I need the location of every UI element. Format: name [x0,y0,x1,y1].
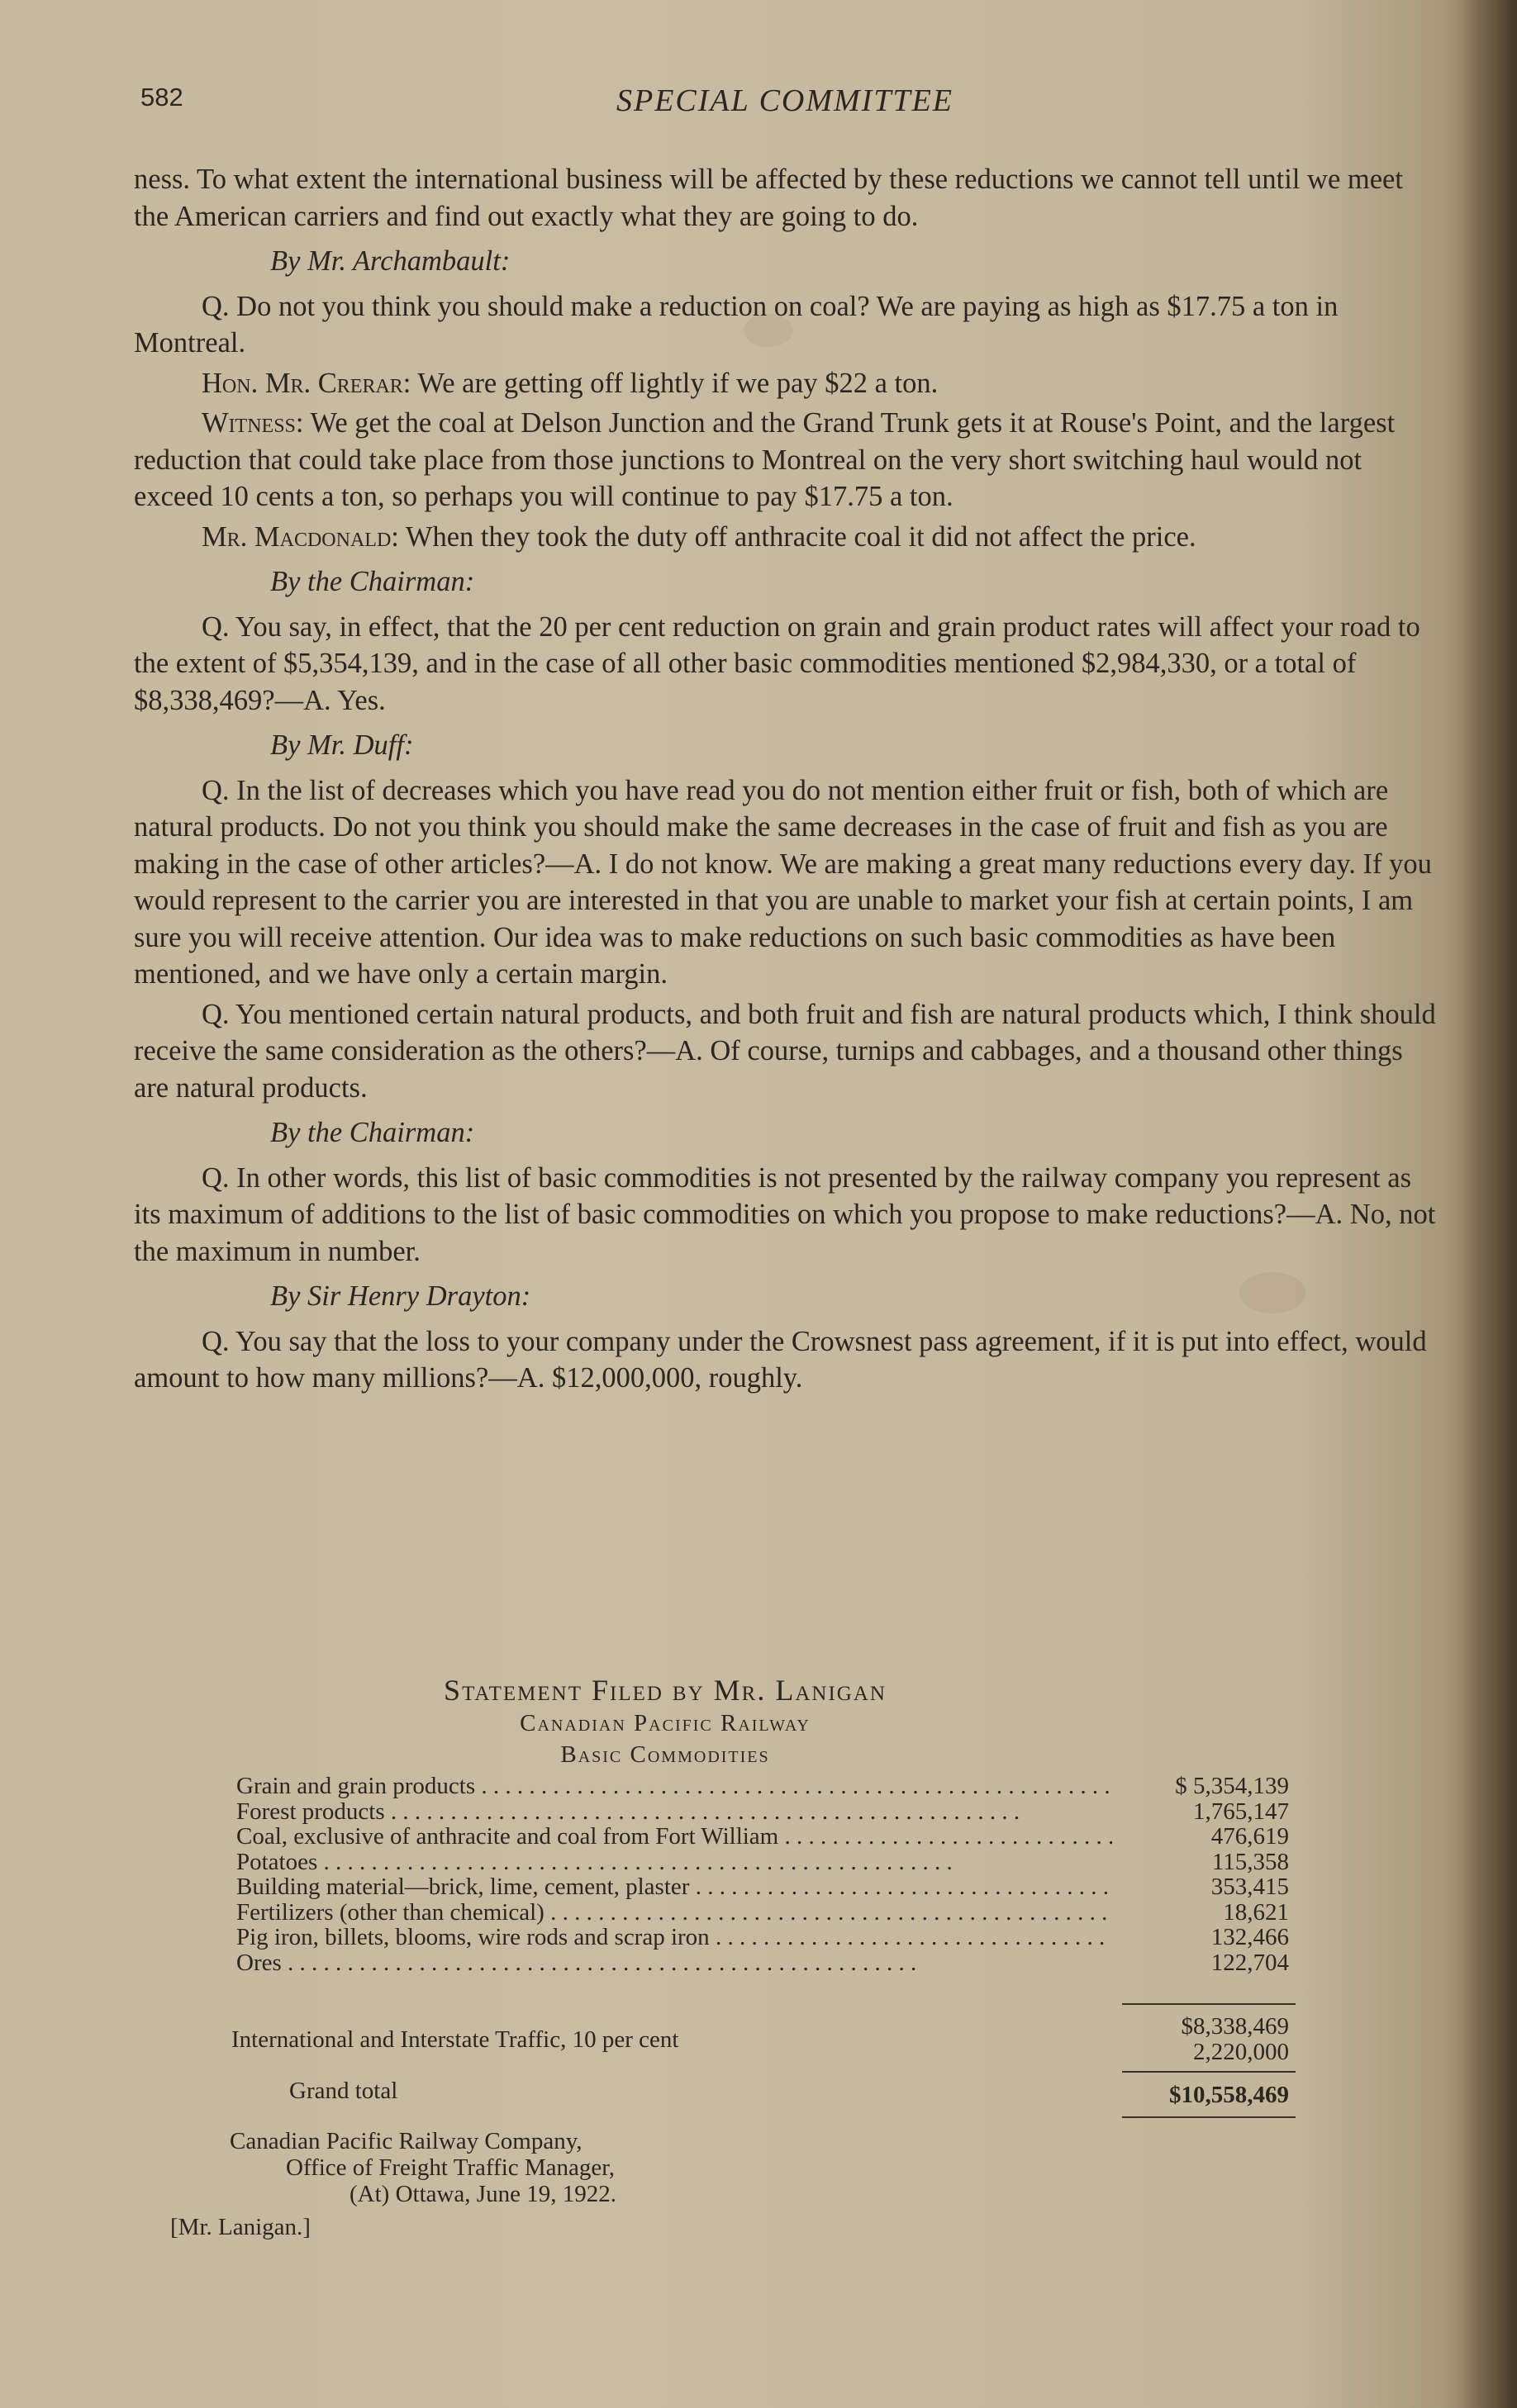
row-label: Building material—brick, lime, cement, plaster . . . [236,1874,1112,1899]
row-amount: 115,358 [1211,1848,1289,1875]
page-header [140,83,1429,124]
transcript-body [134,161,1438,1397]
paragraph: Q. In the list of decreases which you have read you do not mention either fruit or fish, both of which are natural products. Do not you think you should make the same decreases in the case of fruit and fish as you are making in the case of other articles?—A. I do not know. We are making a great many reductions every day. If you would represent to the carrier you are interested in that you are unable to market your fish at certain points, I am sure you will receive attention. Our idea was to make reductions on such basic commodities as have been mentioned, and we have only a certain margin. [134,774,1432,990]
statement-table [231,1673,1289,2108]
examiner-byline: By the Chairman: [270,566,475,597]
page-number: 582 [140,83,183,112]
table-row [231,1799,1289,1825]
signature-line: Canadian Pacific Railway Company, [230,2128,583,2154]
statement-title: Statement Filed by Mr. Lanigan [444,1674,887,1707]
paragraph: Q. You mentioned certain natural products, and both fruit and fish are natural products which, I think should receive the same consideration as the others?—A. Of course, turnips and cabbages, and a thousand other things are natural products. [134,998,1436,1104]
row-label: Grain and grain products . . . [236,1774,1112,1798]
table-row [231,1950,1289,1976]
statement-rows [231,1774,1289,1975]
examiner-byline: By Sir Henry Drayton: [270,1280,531,1312]
table-row [231,1874,1289,1900]
paragraph [134,519,1438,556]
grand-total-amount: $10,558,469 [1169,2082,1289,2108]
total-rule [1122,2071,1296,2073]
table-row [231,1925,1289,1950]
speech-text: When they took the duty off anthracite coal it did not affect the price. [405,520,1196,553]
speech-text: We get the coal at Delson Junction and the Grand Trunk gets it at Rouse's Point, and the largest reduction that could take place from those junctions to Montreal on the very short switching haul would not exceed 10 cents a ton, so perhaps you will continue to pay $17.75 a ton. [134,407,1396,512]
row-amount: 122,704 [1210,1949,1289,1976]
signature-block [230,2128,616,2207]
subtotal-amount: $8,338,469 [1181,2013,1289,2040]
paragraph: Q. You say that the loss to your company under the Crowsnest pass agreement, if it is put into effect, would amount to how many millions?—A. $12,000,000, roughly. [134,1325,1427,1394]
speech-text: We are getting off lightly if we pay $22 a ton. [417,367,939,399]
row-label: Ores . . . [236,1950,1112,1975]
international-label: International and Interstate Traffic, 10 per cent [231,2026,679,2053]
table-row [231,1850,1289,1875]
book-spine-shadow [1459,0,1517,2408]
row-label: Potatoes . . . [236,1850,1112,1874]
speaker-tag: [Mr. Lanigan.] [170,2214,311,2240]
grand-total-rule [1122,2116,1296,2118]
speaker-name: Witness: [202,407,304,439]
row-amount: 1,765,147 [1193,1798,1289,1825]
paragraph [134,405,1438,515]
paragraph: Q. Do not you think you should make a reduction on coal? We are paying as high as $17.75 a ton in Montreal. [134,290,1339,359]
running-head: SPECIAL COMMITTEE [616,83,954,118]
row-label: Coal, exclusive of anthracite and coal from Fort William . . . [236,1824,1112,1849]
signature-line: (At) Ottawa, June 19, 1922. [350,2181,616,2207]
subtotal-rule [1122,2003,1296,2005]
statement-heading: Basic Commodities [560,1741,770,1768]
paragraph [134,365,1438,402]
row-amount: 132,466 [1210,1924,1289,1950]
paragraph: Q. In other words, this list of basic commodities is not presented by the railway company you represent as its maximum of additions to the list of basic commodities on which you propose to make reductions?—A. No, not the maximum in number. [134,1161,1436,1267]
international-amount: 2,220,000 [1193,2039,1289,2065]
signature-line: Office of Freight Traffic Manager, [286,2154,616,2181]
grand-total-label: Grand total [289,2078,398,2104]
table-row [231,1824,1289,1850]
statement-company: Canadian Pacific Railway [520,1710,811,1736]
examiner-byline: By the Chairman: [270,1117,475,1148]
row-amount: 476,619 [1210,1823,1289,1850]
table-row [231,1900,1289,1926]
table-row [231,1774,1289,1799]
paragraph: ness. To what extent the international business will be affected by these reductions we cannot tell until we meet the American carriers and find out exactly what they are going to do. [134,164,1403,232]
row-label: Fertilizers (other than chemical) . . . [236,1900,1112,1925]
row-label: Forest products . . . [236,1799,1112,1824]
examiner-byline: By Mr. Archambault: [270,245,511,277]
row-amount: $ 5,354,139 [1175,1773,1289,1799]
paragraph: Q. You say, in effect, that the 20 per cent reduction on grain and grain product rates will affect your road to the extent of $5,354,139, and in the case of all other basic commodities mentioned $2,984,330, or a total of $8,338,469?—A. Yes. [134,610,1420,716]
examiner-byline: By Mr. Duff: [270,729,414,761]
row-amount: 353,415 [1210,1874,1289,1900]
speaker-name: Hon. Mr. Crerar: [202,367,411,399]
row-label: Pig iron, billets, blooms, wire rods and scrap iron . . . [236,1925,1112,1950]
speaker-name: Mr. Macdonald: [202,520,399,553]
row-amount: 18,621 [1223,1898,1289,1926]
